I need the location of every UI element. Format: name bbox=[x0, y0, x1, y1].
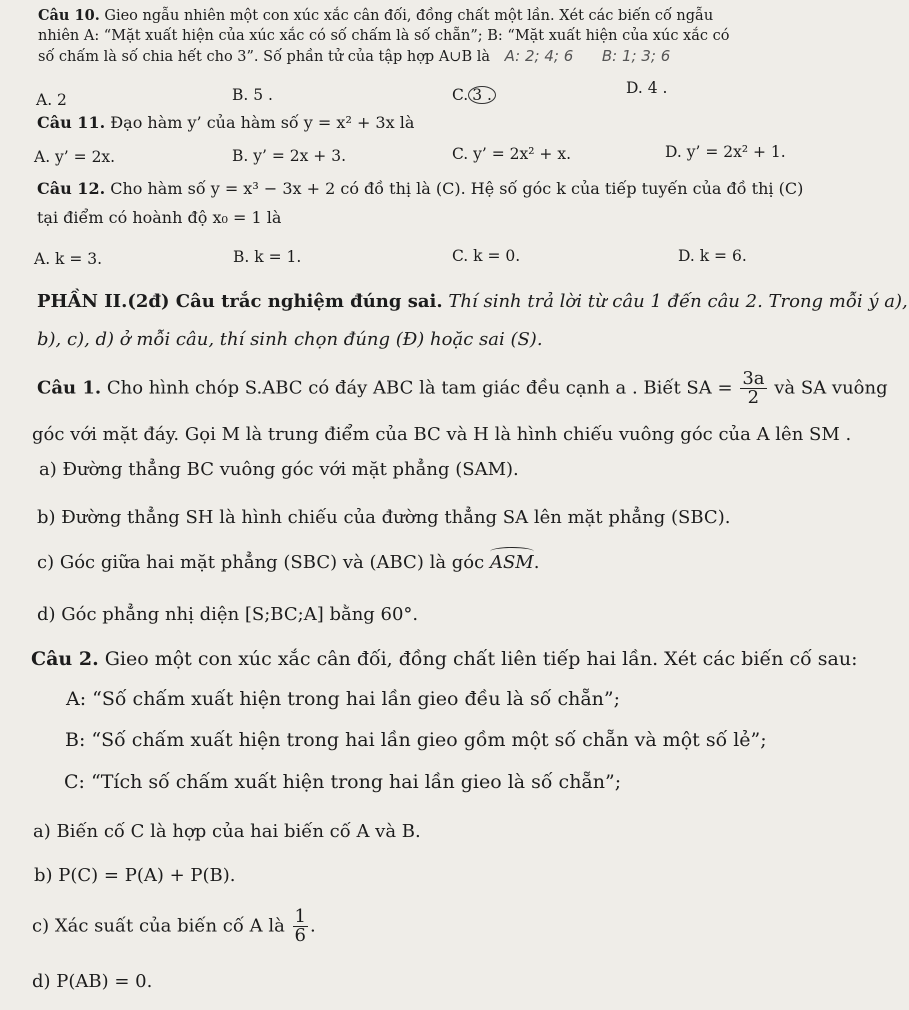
part2-title: PHẦN II.(2đ) Câu trắc nghiệm đúng sai. bbox=[37, 291, 443, 312]
q10-text3: số chấm là số chia hết cho 3”. Số phần tử của tập hợp A∪B là bbox=[38, 49, 490, 65]
q10-line1 bbox=[38, 6, 713, 26]
q12-option-c: C. k = 0. bbox=[452, 247, 521, 265]
handwritten-note-b: B: 1; 3; 6 bbox=[601, 47, 671, 65]
p2-text: Gieo một con xúc xắc cân đối, đồng chất liên tiếp hai lần. Xét các biến cố sau: bbox=[104, 648, 858, 670]
q11-option-d: D. y’ = 2x² + 1. bbox=[665, 143, 786, 161]
part2-heading bbox=[37, 292, 908, 312]
prob-fraction-denominator: 6 bbox=[294, 925, 306, 946]
q11-text: Đạo hàm y’ của hàm số y = x² + 3x là bbox=[110, 113, 415, 132]
p2-label: Câu 2. bbox=[31, 648, 99, 670]
q11-option-c: C. y’ = 2x² + x. bbox=[452, 145, 572, 163]
p2-statement-c-text: c) Xác suất của biến cố A là bbox=[32, 915, 285, 937]
prob-fraction bbox=[293, 908, 308, 945]
q10-label: Câu 10. bbox=[38, 7, 100, 24]
sa-fraction-numerator: 3a bbox=[742, 368, 765, 389]
q12-text1: Cho hàm số y = x³ − 3x + 2 có đồ thị là (C). Hệ số góc k của tiếp tuyến của đồ thị (C) bbox=[110, 179, 804, 198]
q10-line3 bbox=[38, 46, 670, 67]
p2-statement-a: a) Biến cố C là hợp của hai biến cố A và B. bbox=[33, 821, 421, 842]
p2-statement-b: b) P(C) = P(A) + P(B). bbox=[34, 865, 236, 886]
q10-option-d: D. 4 . bbox=[626, 79, 668, 97]
angle-asm: ASM bbox=[489, 552, 534, 573]
p2-event-a: A: “Số chấm xuất hiện trong hai lần gieo đều là số chẵn”; bbox=[66, 688, 621, 710]
q12-line2: tại điểm có hoành độ x₀ = 1 là bbox=[37, 208, 282, 227]
p1-statement-c bbox=[37, 553, 539, 573]
q11-line bbox=[37, 113, 414, 133]
part2-instructions-2: b), c), d) ở mỗi câu, thí sinh chọn đúng (Đ) hoặc sai (S). bbox=[37, 329, 543, 350]
p1-statement-c-end: . bbox=[533, 552, 540, 573]
q10-option-b: B. 5 . bbox=[232, 86, 273, 104]
q10-line2: nhiên A: “Mặt xuất hiện của xúc xắc có số chấm là số chẵn”; B: “Mặt xuất hiện của xúc xắc có bbox=[38, 28, 730, 44]
sa-fraction-denominator: 2 bbox=[747, 387, 760, 408]
p1-label: Câu 1. bbox=[37, 377, 102, 399]
p1-statement-d: d) Góc phẳng nhị diện [S;BC;A] bằng 60°. bbox=[37, 604, 419, 625]
p1-line2: góc với mặt đáy. Gọi M là trung điểm của BC và H là hình chiếu vuông góc của A lên SM . bbox=[32, 424, 852, 445]
q12-option-b: B. k = 1. bbox=[233, 248, 302, 266]
p1-text1-end: và SA vuông bbox=[774, 377, 888, 399]
p2-event-c: C: “Tích số chấm xuất hiện trong hai lần gieo là số chẵn”; bbox=[64, 771, 622, 793]
q11-label: Câu 11. bbox=[37, 113, 106, 132]
part2-instructions-1: Thí sinh trả lời từ câu 1 đến câu 2. Trong mỗi ý a), bbox=[448, 291, 908, 312]
p2-statement-c-end: . bbox=[310, 915, 316, 937]
prob-fraction-numerator: 1 bbox=[294, 906, 306, 927]
q12-label: Câu 12. bbox=[37, 179, 106, 198]
q12-line1 bbox=[37, 179, 803, 199]
q10-option-c bbox=[452, 85, 496, 105]
q10-option-c-letter: C. bbox=[452, 86, 469, 104]
p1-line1 bbox=[37, 370, 888, 407]
p1-statement-b: b) Đường thẳng SH là hình chiếu của đường thẳng SA lên mặt phẳng (SBC). bbox=[37, 507, 731, 528]
handwritten-note-a: A: 2; 4; 6 bbox=[504, 47, 574, 65]
p2-statement-c bbox=[32, 908, 316, 945]
q12-option-a: A. k = 3. bbox=[34, 250, 103, 268]
p1-statement-a: a) Đường thẳng BC vuông góc với mặt phẳng (SAM). bbox=[39, 459, 519, 480]
p2-statement-d: d) P(AB) = 0. bbox=[32, 971, 153, 992]
p1-text1: Cho hình chóp S.ABC có đáy ABC là tam giác đều cạnh a . Biết SA = bbox=[106, 377, 733, 399]
answer-circle-mark bbox=[468, 86, 496, 104]
q11-option-b: B. y’ = 2x + 3. bbox=[232, 147, 347, 165]
q10-text1: Gieo ngẫu nhiên một con xúc xắc cân đối, đồng chất một lần. Xét các biến cố ngẫu bbox=[104, 8, 714, 24]
sa-fraction bbox=[740, 370, 766, 407]
q11-option-a: A. y’ = 2x. bbox=[34, 148, 116, 166]
p1-statement-c-text: c) Góc giữa hai mặt phẳng (SBC) và (ABC) là góc bbox=[37, 552, 485, 573]
q10-option-c-value: 3 . bbox=[472, 86, 492, 104]
q10-option-a: A. 2 bbox=[36, 91, 67, 109]
q12-option-d: D. k = 6. bbox=[678, 247, 747, 265]
p2-event-b: B: “Số chấm xuất hiện trong hai lần gieo gồm một số chẵn và một số lẻ”; bbox=[65, 729, 767, 751]
p2-line bbox=[31, 649, 858, 669]
